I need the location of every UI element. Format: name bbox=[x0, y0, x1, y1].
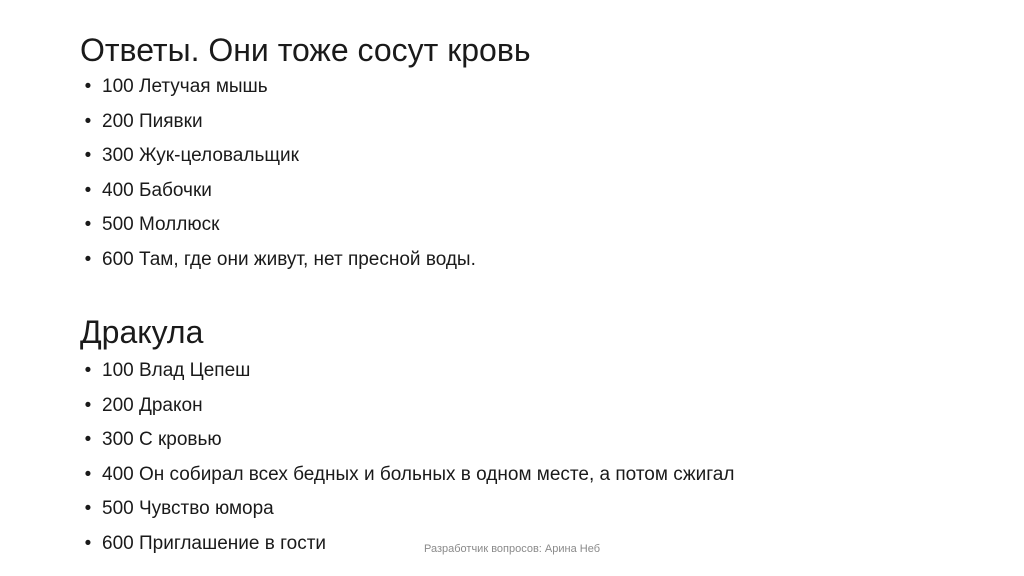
bullet-icon: • bbox=[84, 179, 92, 201]
list-item-text: 300 С кровью bbox=[102, 429, 222, 450]
list-item-text: 200 Пиявки bbox=[102, 110, 203, 132]
bullet-icon: • bbox=[84, 248, 92, 270]
bullet-icon: • bbox=[84, 429, 92, 450]
list-item-text: 200 Дракон bbox=[102, 394, 203, 416]
section-title-dracula: Дракула bbox=[80, 314, 204, 350]
list-item-text: 600 Там, где они живут, нет пресной воды. bbox=[102, 248, 476, 270]
list-item-text: 600 Приглашение в гости bbox=[102, 532, 327, 554]
bullet-icon: • bbox=[84, 214, 92, 235]
list-item-text: 100 Летучая мышь bbox=[102, 76, 268, 97]
footer-credit: Разработчик вопросов: Арина Неб bbox=[423, 543, 601, 555]
list-item-text: 300 Жук-целовальщик bbox=[102, 145, 299, 166]
list-item-text: 400 Бабочки bbox=[102, 179, 212, 201]
bullet-icon: • bbox=[84, 360, 92, 381]
bullet-icon: • bbox=[84, 498, 92, 519]
list-item-text: 500 Чувство юмора bbox=[102, 498, 274, 519]
bullet-icon: • bbox=[84, 532, 92, 554]
section-title-answers: Ответы. Они тоже сосут кровь bbox=[80, 32, 531, 68]
bullet-icon: • bbox=[84, 110, 92, 132]
list-item-text: 400 Он собирал всех бедных и больных в одном месте, а потом сжигал bbox=[102, 463, 735, 485]
bullet-icon: • bbox=[84, 76, 92, 97]
bullet-icon: • bbox=[84, 145, 92, 166]
list-item-text: 500 Моллюск bbox=[102, 214, 220, 235]
bullet-icon: • bbox=[84, 463, 92, 485]
bullet-icon: • bbox=[84, 394, 92, 416]
list-item-text: 100 Влад Цепеш bbox=[102, 360, 251, 381]
